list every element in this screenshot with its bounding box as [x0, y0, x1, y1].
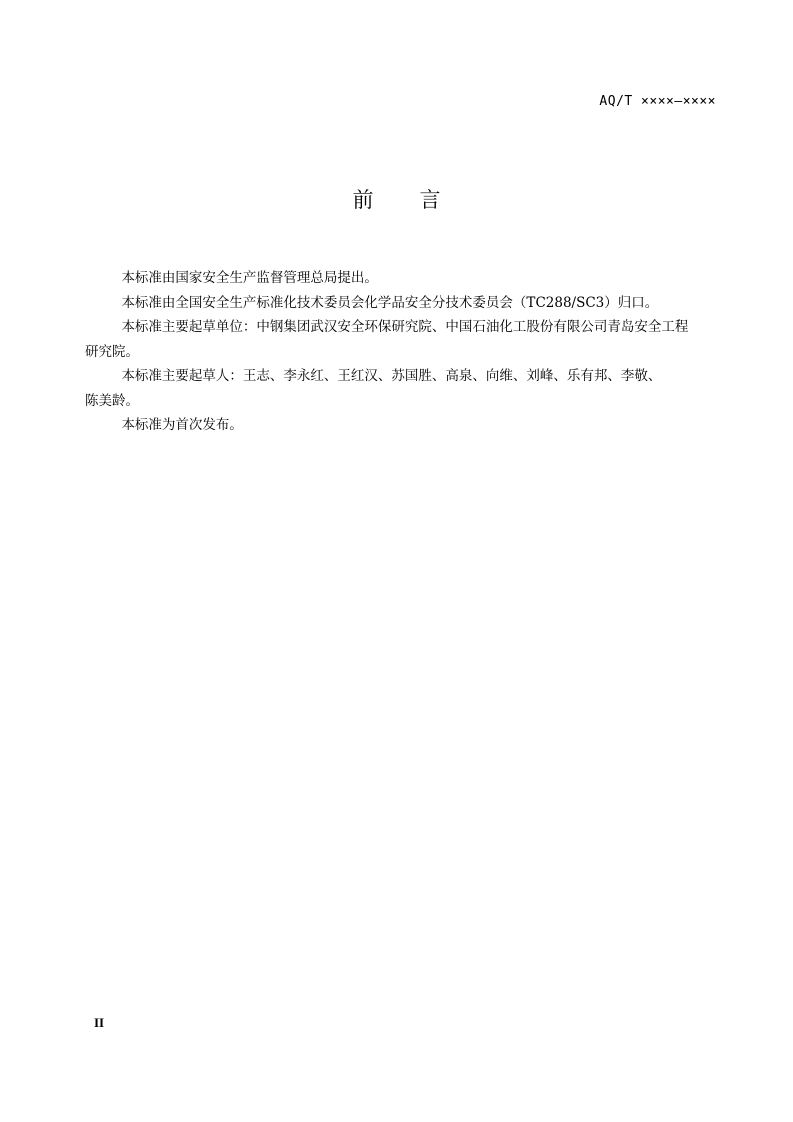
paragraph-text: 本标准主要起草单位：中钢集团武汉安全环保研究院、中国石油化工股份有限公司青岛安全工程 [121, 319, 689, 335]
paragraph-proposer [85, 266, 719, 291]
paragraph-text: 本标准由全国安全生产标准化技术委员会化学品安全分技术委员会（TC288/SC3）归口。 [121, 294, 659, 311]
paragraph-first-release [85, 413, 719, 438]
paragraph-text: 本标准由国家安全生产监督管理总局提出。 [121, 270, 378, 286]
page-number: II [94, 1015, 105, 1030]
paragraph-text: 本标准主要起草人：王志、李永红、王红汉、苏国胜、高泉、向维、刘峰、乐有邦、李敬、 [121, 368, 662, 384]
foreword-body [85, 266, 719, 438]
paragraph-text: 本标准为首次发布。 [121, 417, 243, 433]
page-title: 前言 [352, 188, 487, 212]
paragraph-drafters [85, 364, 719, 413]
paragraph-text-continued: 研究院。 [85, 343, 139, 360]
paragraph-text-continued: 陈美龄。 [85, 392, 139, 409]
standard-code: AQ/T ××××—×××× [599, 94, 716, 109]
paragraph-drafting-units [85, 315, 719, 364]
paragraph-administration [85, 291, 719, 316]
